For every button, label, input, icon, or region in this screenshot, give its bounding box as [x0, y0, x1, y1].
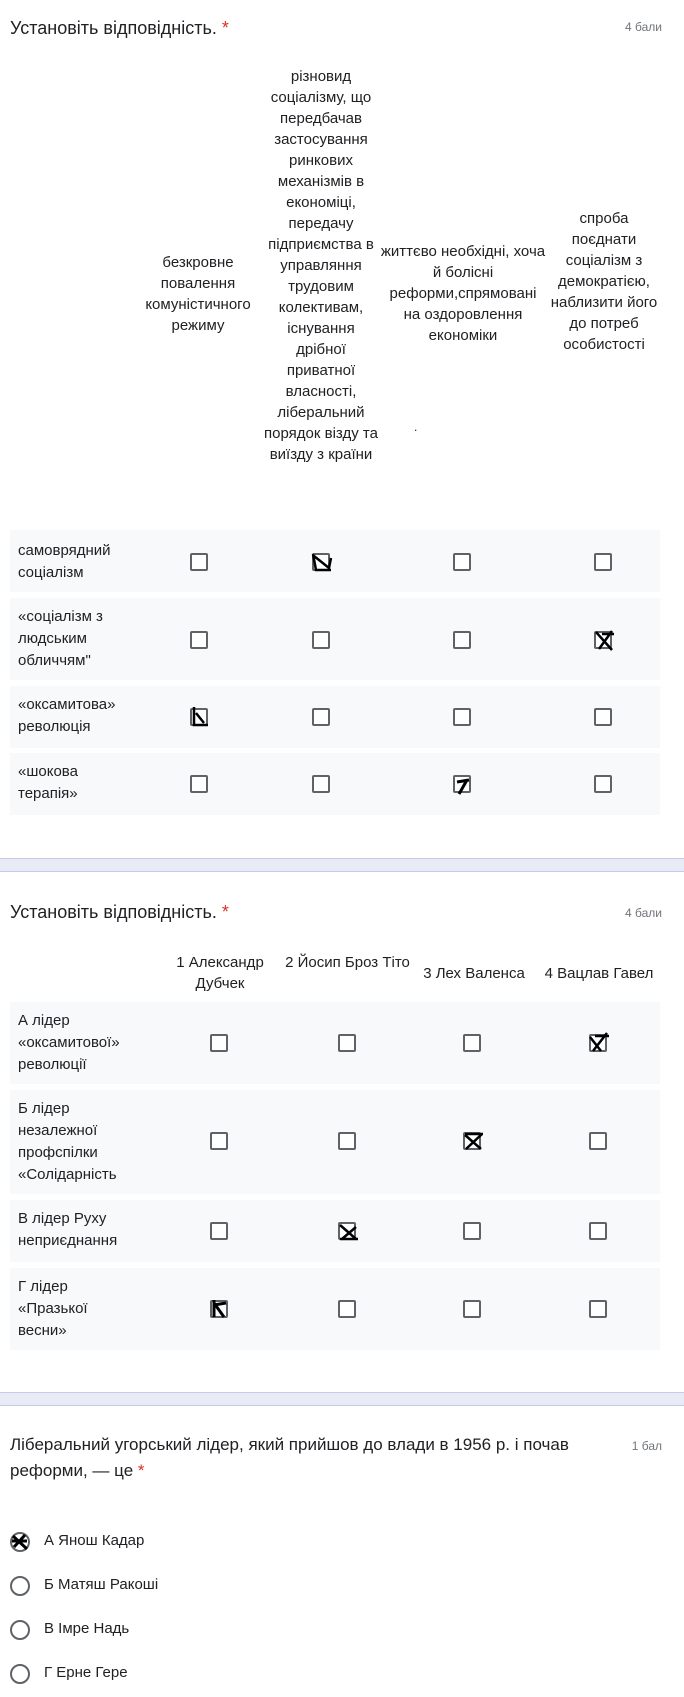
required-asterisk: *: [137, 1461, 145, 1480]
q1-checkbox[interactable]: [594, 553, 612, 571]
q2-checkbox[interactable]: [338, 1034, 356, 1052]
q1-column-header-1: безкровне повалення комуністичного режиму: [145, 254, 251, 334]
q1-checkbox[interactable]: [453, 631, 471, 649]
q1-row-label: «оксамитова» революція: [18, 696, 116, 735]
q1-checkbox[interactable]: [594, 631, 612, 649]
section-divider: [0, 1392, 684, 1406]
required-asterisk: *: [221, 902, 229, 922]
question-2-points: 4 бали: [625, 906, 662, 920]
q1-checkbox[interactable]: [594, 775, 612, 793]
q2-checkbox[interactable]: [338, 1300, 356, 1318]
question-3-title-text: Ліберальний угорський лідер, який прийшов до влади в 1956 р. і почав реформи, — це: [10, 1435, 569, 1480]
q2-checkbox[interactable]: [210, 1034, 228, 1052]
q1-checkbox[interactable]: [312, 553, 330, 571]
radio-option-label: В Імре Надь: [44, 1620, 130, 1637]
q1-column-header-3: життєво необхідні, хоча й болісні реформи,спрямовані на оздоровлення економіки: [380, 243, 546, 344]
q2-row: [10, 1268, 660, 1350]
q1-checkbox[interactable]: [190, 553, 208, 571]
q2-checkbox[interactable]: [338, 1222, 356, 1240]
q1-row: [10, 598, 660, 680]
q2-checkbox[interactable]: [463, 1222, 481, 1240]
radio-option-label: Г Ерне Гере: [44, 1664, 128, 1681]
question-1-title: [10, 16, 229, 40]
q2-checkbox[interactable]: [338, 1132, 356, 1150]
q2-checkbox[interactable]: [463, 1132, 481, 1150]
q1-checkbox[interactable]: [190, 708, 208, 726]
q2-checkbox[interactable]: [210, 1132, 228, 1150]
q1-checkbox[interactable]: [453, 775, 471, 793]
q2-column-header-2: 2 Йосип Броз Тіто: [285, 954, 410, 971]
selected-mark-icon: [9, 1531, 31, 1553]
question-2-title-text: Установіть відповідність.: [10, 902, 217, 922]
stray-mark: .: [414, 420, 418, 434]
q2-checkbox[interactable]: [589, 1132, 607, 1150]
q2-row-label: Б лідер незалежної профспілки «Солідарність: [18, 1100, 117, 1183]
q1-checkbox[interactable]: [190, 775, 208, 793]
q2-checkbox[interactable]: [589, 1034, 607, 1052]
q2-checkbox[interactable]: [210, 1300, 228, 1318]
radio-button[interactable]: [10, 1532, 30, 1552]
q1-column-header-2: різновид соціалізму, що передбачав застосування ринкових механізмів в економіці, передачу підприємства в управляння трудовим колективам, існування дрібної приватної власності, ліберальний порядок візду та виїзду з країни: [264, 68, 378, 463]
question-3-title: [10, 1432, 610, 1484]
q2-column-header-3: 3 Лех Валенса: [423, 965, 525, 982]
q1-row-label: «шокова терапія»: [18, 763, 78, 802]
q1-checkbox[interactable]: [190, 631, 208, 649]
radio-button[interactable]: [10, 1664, 30, 1684]
q2-checkbox[interactable]: [463, 1300, 481, 1318]
radio-option-label: Б Матяш Ракоші: [44, 1576, 159, 1593]
q1-row-label: самоврядний соціалізм: [18, 542, 111, 581]
q1-checkbox[interactable]: [312, 631, 330, 649]
radio-option-label: А Янош Кадар: [44, 1532, 145, 1549]
q1-checkbox[interactable]: [453, 708, 471, 726]
question-2-title: [10, 900, 229, 924]
q2-column-header-1: 1 Александр Дубчек: [176, 954, 264, 992]
radio-button[interactable]: [10, 1620, 30, 1640]
q2-row: [10, 1200, 660, 1262]
question-1-title-text: Установіть відповідність.: [10, 18, 217, 38]
q1-row: [10, 686, 660, 748]
q2-checkbox[interactable]: [589, 1222, 607, 1240]
q1-checkbox[interactable]: [312, 708, 330, 726]
q2-row-label: А лідер «оксамитової» революції: [18, 1012, 120, 1073]
q2-column-header-4: 4 Вацлав Гавел: [544, 965, 654, 982]
q2-row-label: Г лідер «Празької весни»: [18, 1278, 88, 1339]
question-1-points: 4 бали: [625, 20, 662, 34]
q1-column-header-4: спроба поєднати соціалізм з демократією, наблизити його до потреб особистості: [550, 210, 658, 353]
q2-row-label: В лідер Руху неприєднання: [18, 1210, 118, 1249]
q2-checkbox[interactable]: [589, 1300, 607, 1318]
q1-row-label: «соціалізм з людським обличчям": [18, 608, 103, 669]
section-divider: [0, 858, 684, 872]
q1-row: [10, 530, 660, 592]
required-asterisk: *: [221, 18, 229, 38]
question-2-card: [0, 872, 684, 1392]
q1-checkbox[interactable]: [312, 775, 330, 793]
q1-checkbox[interactable]: [453, 553, 471, 571]
radio-button[interactable]: [10, 1576, 30, 1596]
q2-checkbox[interactable]: [210, 1222, 228, 1240]
question-3-card: [0, 1406, 684, 1697]
q2-checkbox[interactable]: [463, 1034, 481, 1052]
q2-row: [10, 1002, 660, 1084]
question-3-points: 1 бал: [631, 1439, 662, 1453]
q1-row: [10, 753, 660, 815]
q1-checkbox[interactable]: [594, 708, 612, 726]
q2-row: [10, 1090, 660, 1194]
